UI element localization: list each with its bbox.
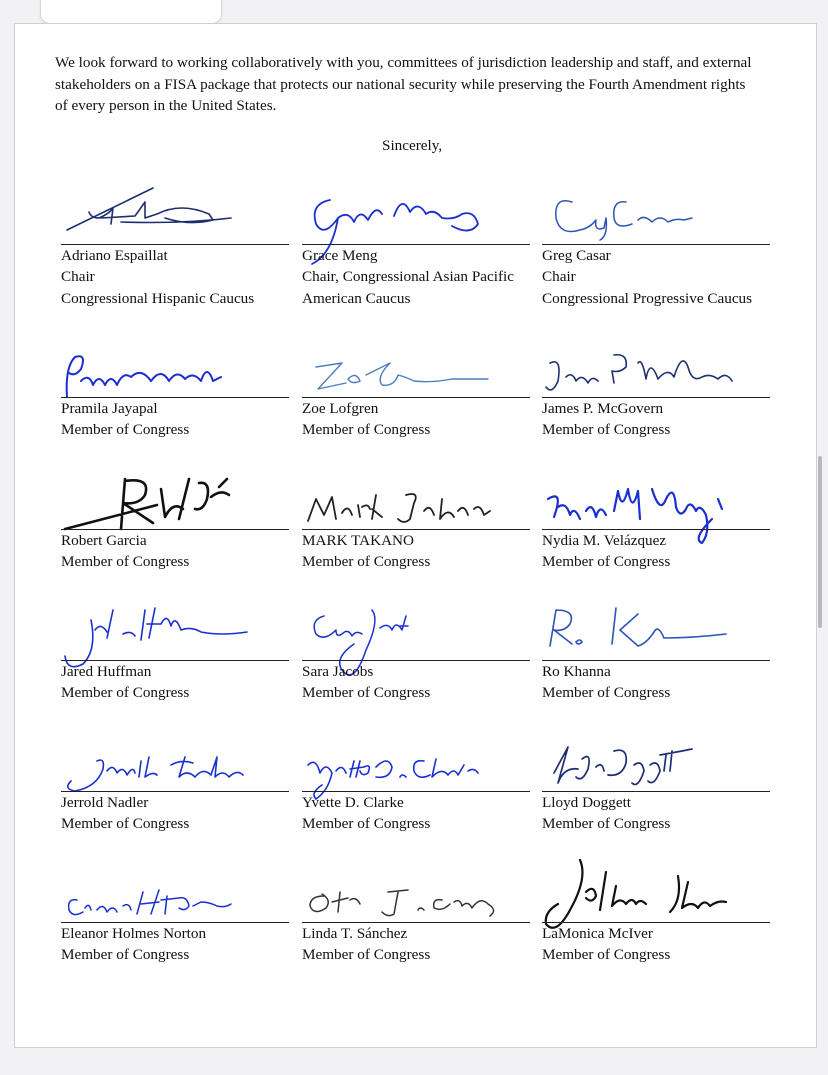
signature-image bbox=[542, 590, 770, 670]
signatory-name: Linda T. Sánchez bbox=[302, 925, 408, 942]
signatory-name: Yvette D. Clarke bbox=[302, 794, 404, 811]
signatory-name: Eleanor Holmes Norton bbox=[61, 925, 207, 942]
signatory-title: Member of Congress bbox=[61, 946, 190, 963]
closing: Sincerely, bbox=[382, 137, 443, 154]
signatory-name: Ro Khanna bbox=[542, 663, 611, 680]
intro-paragraph: We look forward to working collaboratively with you, committees of jurisdiction leadership and staff, and external stakeholders on a FISA package that protects our national security while preserving the Fourth Amendment rights of every person in the United States. bbox=[55, 54, 752, 114]
signatory-title: Member of Congress bbox=[542, 421, 671, 438]
signatory-title: Chair, Congressional Asian Pacific bbox=[302, 268, 514, 285]
signature-image bbox=[302, 459, 530, 539]
signatory-title: Member of Congress bbox=[61, 553, 190, 570]
signatory-name: Robert Garcia bbox=[61, 532, 147, 549]
signatory-title: Member of Congress bbox=[302, 946, 431, 963]
signatory-title: Member of Congress bbox=[542, 815, 671, 832]
signatory-title: Member of Congress bbox=[302, 421, 431, 438]
signatory-name: James P. McGovern bbox=[542, 400, 664, 417]
signatory-name: Nydia M. Velázquez bbox=[542, 532, 667, 549]
signatory-name: LaMonica McIver bbox=[542, 925, 653, 942]
signature-image bbox=[61, 327, 289, 407]
signature-image bbox=[61, 721, 289, 801]
signatory-name: Jerrold Nadler bbox=[61, 794, 149, 811]
signatory-name: Greg Casar bbox=[542, 247, 611, 264]
signature-image bbox=[302, 327, 530, 407]
signatory-title: Member of Congress bbox=[542, 946, 671, 963]
signatory-title: Member of Congress bbox=[302, 553, 431, 570]
signatory-name: Pramila Jayapal bbox=[61, 400, 158, 417]
signatory-title: Chair bbox=[61, 268, 95, 285]
signatory-title: Member of Congress bbox=[61, 684, 190, 701]
signatory-name: Grace Meng bbox=[302, 247, 378, 264]
signatory-name: MARK TAKANO bbox=[302, 532, 414, 549]
scrollbar[interactable] bbox=[818, 456, 822, 628]
signatory-title-2: Congressional Hispanic Caucus bbox=[61, 290, 255, 307]
signature-image bbox=[61, 174, 289, 254]
signatory-title: Member of Congress bbox=[61, 421, 190, 438]
signatory-title: Member of Congress bbox=[542, 684, 671, 701]
markup-toolbar bbox=[40, 0, 222, 24]
signatory-title: Member of Congress bbox=[542, 553, 671, 570]
signatory-title: Member of Congress bbox=[302, 815, 431, 832]
signatory-name: Sara Jacobs bbox=[302, 663, 374, 680]
signatory-title: Chair bbox=[542, 268, 576, 285]
signature-image bbox=[302, 852, 530, 932]
signatory-title: Member of Congress bbox=[302, 684, 431, 701]
signatory-name: Zoe Lofgren bbox=[302, 400, 379, 417]
signature-image bbox=[61, 459, 289, 539]
signature-image bbox=[542, 174, 770, 254]
signatory-name: Jared Huffman bbox=[61, 663, 152, 680]
signatory-name: Lloyd Doggett bbox=[542, 794, 632, 811]
signature-image bbox=[542, 327, 770, 407]
signatory-name: Adriano Espaillat bbox=[61, 247, 168, 264]
signatory-title: Member of Congress bbox=[61, 815, 190, 832]
signature-image bbox=[542, 721, 770, 801]
signature-image bbox=[61, 852, 289, 932]
signatory-title-2: Congressional Progressive Caucus bbox=[542, 290, 753, 307]
signatory-title-2: American Caucus bbox=[302, 290, 411, 307]
document-page bbox=[14, 23, 817, 1048]
